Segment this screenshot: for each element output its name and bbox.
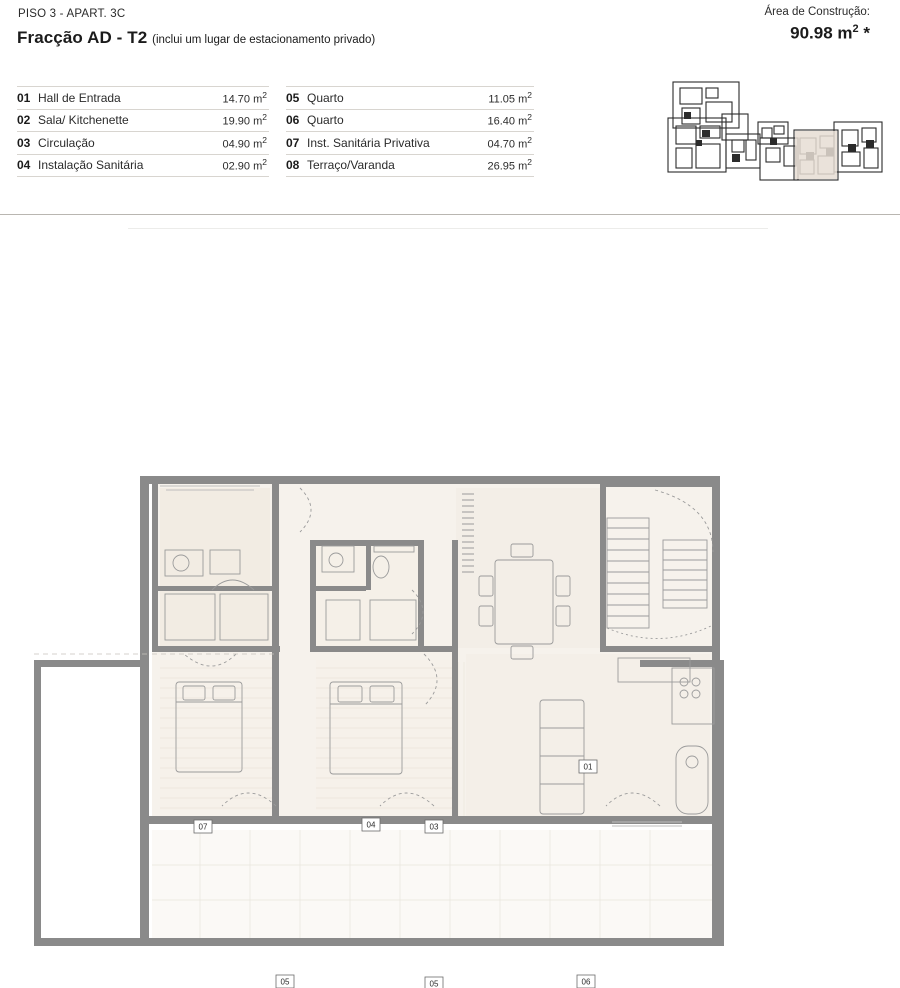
room-name: Circulação [38,135,95,150]
room-area-value: 16.40 m [487,116,528,129]
room-name: Instalação Sanitária [38,158,144,173]
room-marker-07 [194,820,212,833]
room-area-unit: 2 [527,157,532,168]
room-marker-01 [579,760,597,773]
room-area-value: 19.90 m [222,116,263,129]
table-row [286,110,534,133]
area-unit-exponent: 2 [852,23,859,35]
room-name: Sala/ Kitchenette [38,113,129,128]
room-area [488,135,534,151]
table-row [17,110,269,133]
room-schedule-right [286,86,534,177]
construction-area-block [765,6,870,44]
document-header [0,0,900,218]
room-number: 04 [17,158,31,173]
room-number: 05 [286,90,300,105]
room-number: 03 [17,135,31,150]
room-marker-05-left [276,975,294,988]
room-name: Hall de Entrada [38,90,121,105]
room-area-value: 04.90 m [222,138,263,151]
room-area-value: 02.90 m [222,161,263,174]
table-row [286,86,534,110]
room-number: 01 [17,90,31,105]
room-area-value: 26.95 m [487,161,528,174]
room-marker-label: 07 [198,822,208,832]
room-area [488,90,534,106]
faint-divider [128,228,768,229]
page-title [17,28,375,48]
room-area-unit: 2 [527,134,532,145]
room-area-unit: 2 [262,89,267,100]
room-number: 06 [286,113,300,128]
area-asterisk: * [858,23,870,43]
floor-label: PISO 3 - APART. 3C [18,8,126,20]
room-marker-label: 06 [581,977,591,987]
room-area [223,112,269,128]
room-marker-label: 01 [583,762,593,772]
room-marker-label: 05 [429,979,439,988]
room-area-unit: 2 [262,134,267,145]
room-area [223,135,269,151]
table-row [286,132,534,155]
key-plan-svg [666,78,888,196]
room-number: 08 [286,158,300,173]
room-name: Terraço/Varanda [307,158,395,173]
room-area-value: 14.70 m [222,93,263,106]
room-area-unit: 2 [262,157,267,168]
room-number: 02 [17,113,31,128]
table-row [17,155,269,178]
room-area-unit: 2 [262,112,267,123]
header-divider [0,214,900,215]
room-area-unit: 2 [527,89,532,100]
room-marker-06 [577,975,595,988]
room-marker-label: 03 [429,822,439,832]
room-area-value: 11.05 m [488,93,528,106]
key-plan-thumbnail [666,78,888,196]
room-area-value: 04.70 m [487,138,528,151]
room-area [223,90,269,106]
room-area-unit: 2 [527,112,532,123]
table-row [286,155,534,178]
room-area [223,157,269,173]
fraction-title-text: Fracção AD - T2 [17,28,148,47]
room-marker-04 [362,818,380,831]
floor-plan [0,250,900,988]
table-row [17,132,269,155]
room-marker-05-right [425,977,443,988]
floor-fills [152,482,720,942]
room-area [488,112,534,128]
area-number: 90.98 m [790,23,853,43]
room-name: Quarto [307,90,344,105]
floor-plan-svg [0,250,900,988]
room-marker-label: 04 [366,820,376,830]
room-area [488,157,534,173]
room-schedule-left [17,86,269,177]
room-marker-03 [425,820,443,833]
fraction-title-note: (inclui um lugar de estacionamento privado) [152,34,376,46]
construction-area-label: Área de Construção: [764,6,870,18]
table-row [17,86,269,110]
room-name: Inst. Sanitária Privativa [307,135,430,150]
room-name: Quarto [307,113,344,128]
room-number: 07 [286,135,300,150]
construction-area-value [765,23,870,44]
room-marker-label: 05 [280,977,290,987]
